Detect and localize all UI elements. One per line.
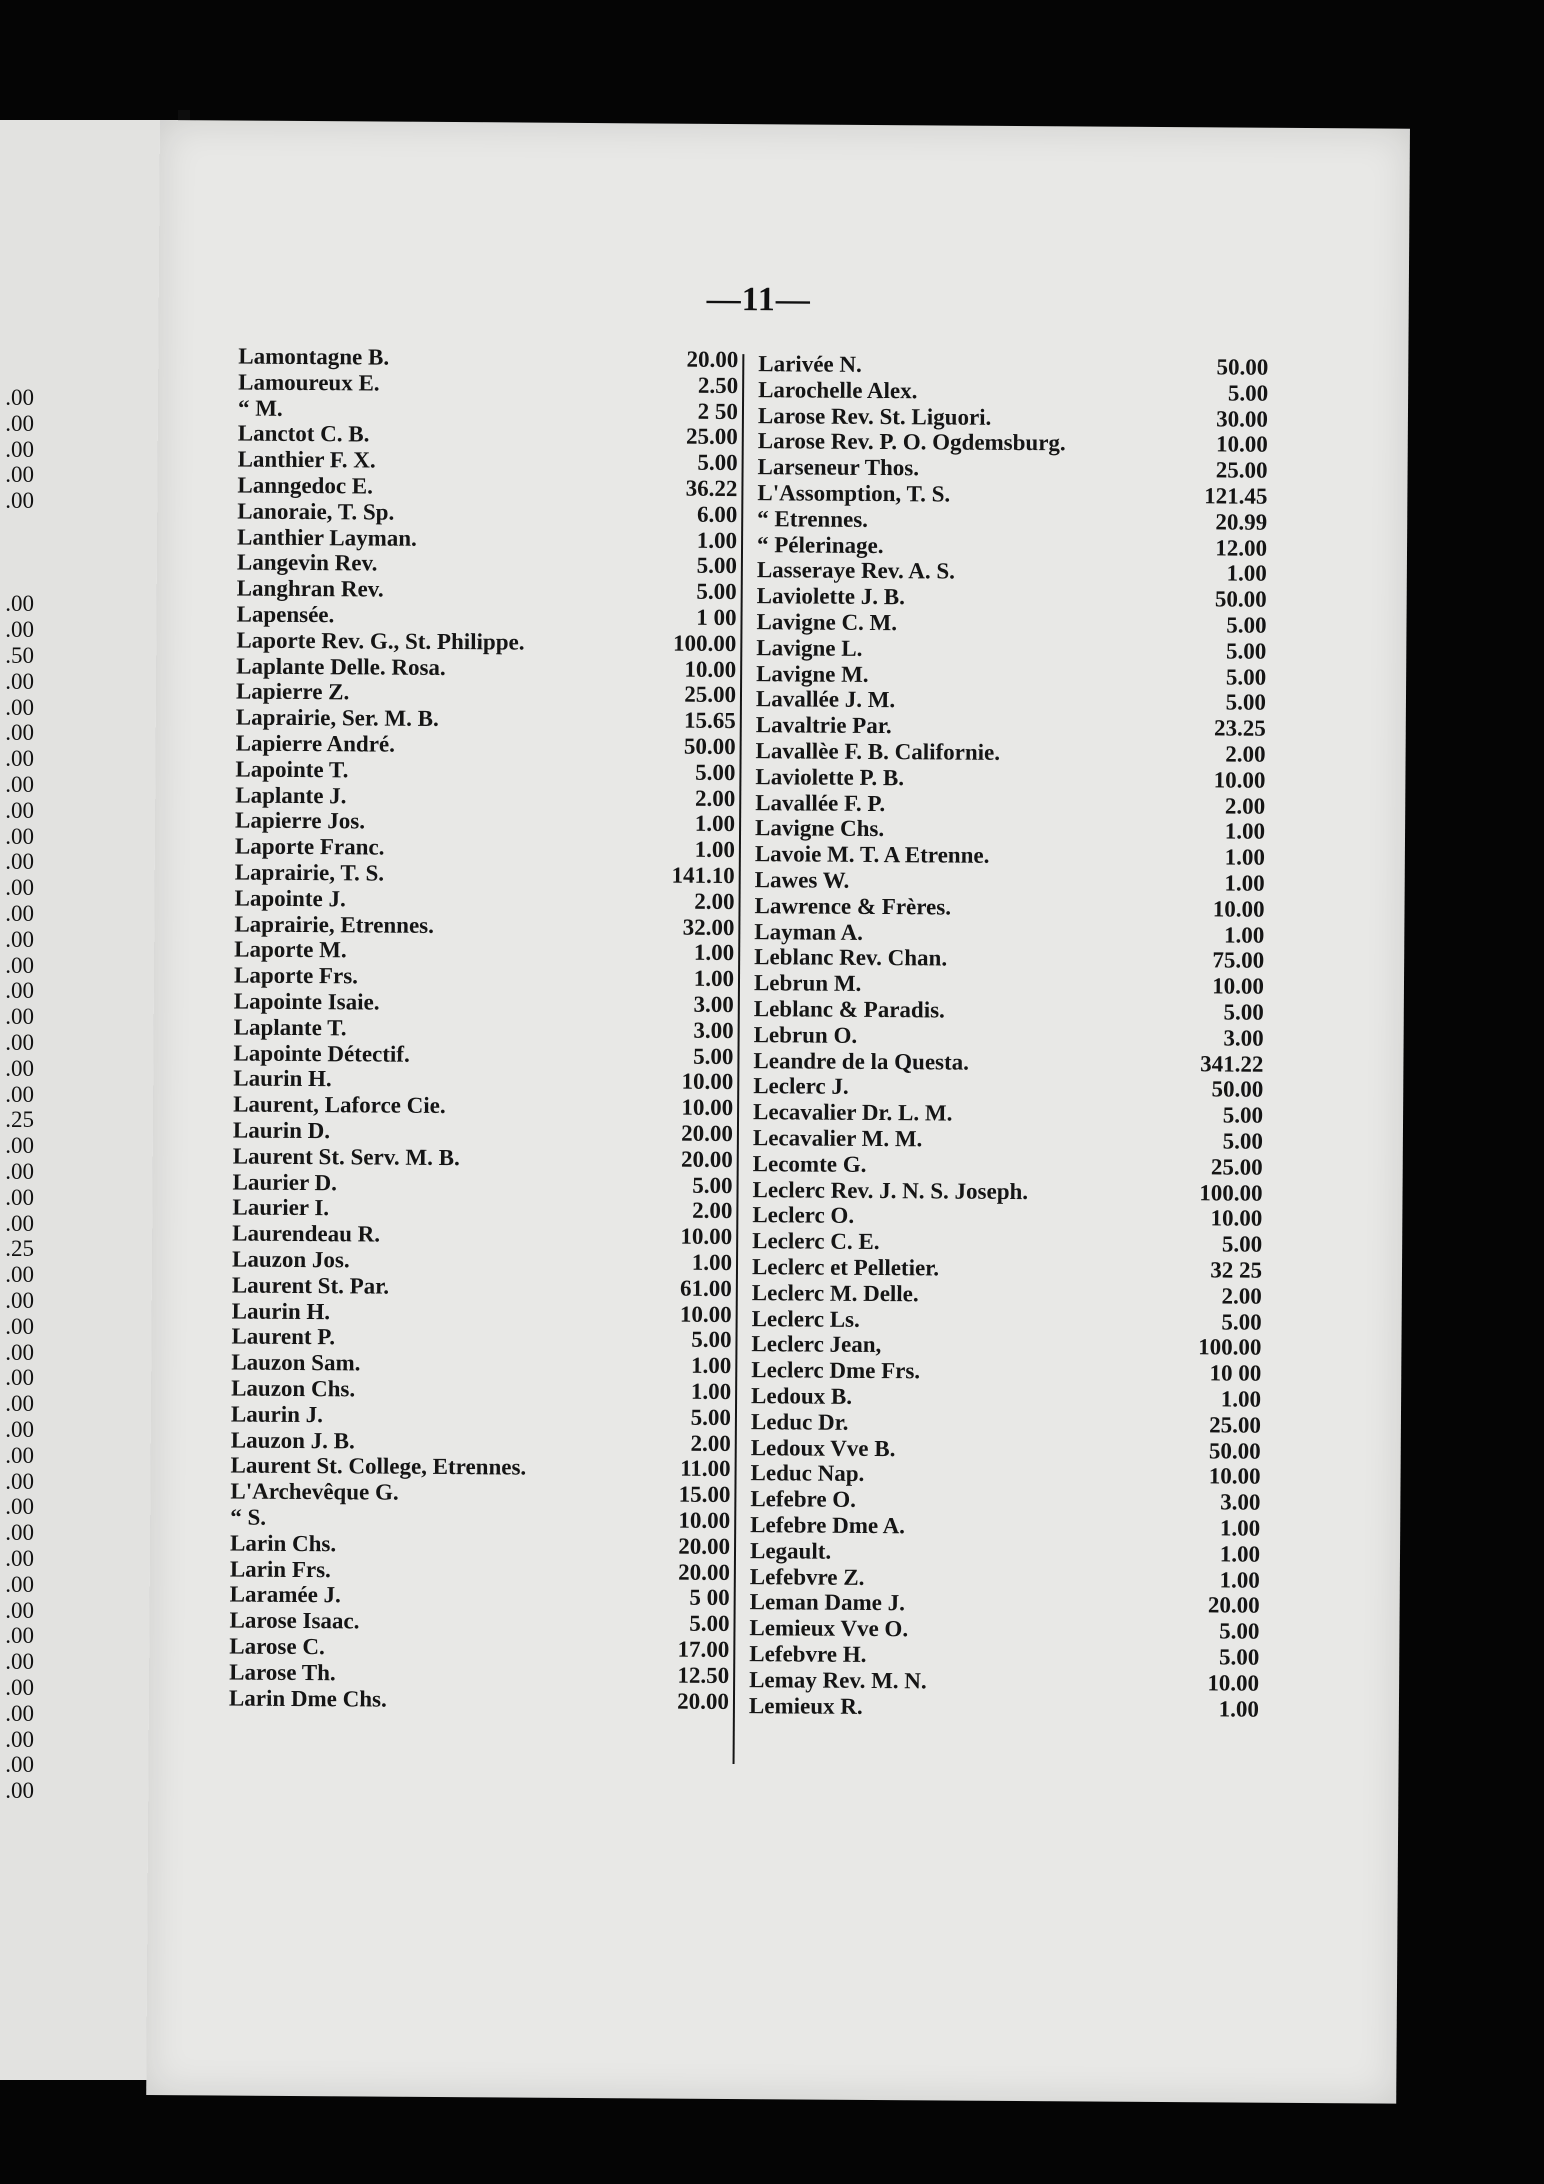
subscription-amount: 12.00 [1215,534,1268,561]
margin-amount: .00 [5,1055,34,1081]
subscription-amount: 5.00 [1221,1231,1263,1257]
page-number: —11— [706,280,811,319]
subscription-amount: 30.00 [1216,405,1269,432]
subscription-amount: 1.00 [693,940,735,966]
margin-amount: .25 [5,1107,34,1133]
subscription-amount: 10.00 [681,1069,734,1095]
subscriber-name: Lamontagne B. [238,343,390,370]
subscriber-name: Leclerc Rev. J. N. S. Joseph. [752,1176,1029,1204]
subscription-amount: 11.00 [680,1456,731,1482]
subscriber-name: Laurier I. [232,1194,330,1221]
margin-amount: .00 [5,1365,34,1391]
subscriber-name: Lecomte G. [752,1150,867,1177]
subscriber-name: Laporte Franc. [234,833,385,860]
subscriber-name: Larin Frs. [229,1556,331,1582]
subscriber-name: Lanctot C. B. [237,420,370,447]
subscription-amount: 2.00 [1225,741,1266,767]
subscription-amount: 10.00 [1207,1670,1260,1696]
subscription-amount: 5.00 [697,449,738,476]
margin-amount: .00 [5,797,34,823]
margin-amount: .00 [5,1520,34,1546]
subscription-amount: 2.50 [697,372,739,398]
subscriber-name: L'Assomption, T. S. [757,480,951,507]
subscription-amount: 100.00 [1198,1334,1262,1361]
subscription-amount: 10.00 [1210,1205,1263,1232]
subscriber-name: Ledoux Vve B. [750,1434,896,1461]
subscription-amount: 2.00 [694,888,735,914]
subscription-amount: 1.00 [1219,1567,1260,1593]
subscriber-name: “ Etrennes. [757,505,869,532]
subscriber-name: Lasseraye Rev. A. S. [756,557,956,584]
subscriber-name: Laviolette J. B. [756,583,905,610]
subscriber-name: Larin Chs. [229,1530,337,1557]
subscriber-name: Lavoie M. T. A Etrenne. [754,841,990,868]
subscription-amount: 20.00 [681,1120,734,1147]
subscription-amount: 20.00 [1207,1592,1260,1619]
subscriber-name: Larochelle Alex. [758,376,918,404]
subscription-amount: 3.00 [693,991,734,1018]
subscription-amount: 20.00 [678,1533,731,1559]
subscription-amount: 75.00 [1212,947,1265,974]
subscriber-name: Lapierre André. [235,730,396,757]
subscription-amount: 10.00 [681,1094,734,1121]
subscription-amount: 1.00 [1219,1541,1261,1567]
subscription-amount: 25.00 [684,682,737,708]
subscriber-name: Langevin Rev. [236,549,378,576]
subscriber-name: Lavigne C. M. [756,609,898,636]
margin-amount: .00 [5,1133,34,1159]
subscription-amount: 3.00 [1223,1025,1264,1051]
subscriber-name: Laurier D. [232,1169,338,1195]
subscriber-name: Lavigne L. [756,634,863,661]
subscription-amount: 50.00 [1211,1076,1264,1103]
subscriber-name: Larose Rev. St. Liguori. [757,402,992,430]
subscription-amount: 5.00 [691,1327,732,1353]
subscription-amount: 1.00 [690,1378,732,1405]
subscription-amount: 15.00 [678,1481,731,1508]
margin-amount: .00 [5,1649,34,1675]
subscription-amount: 1.00 [1224,870,1265,896]
margin-amount: .50 [5,643,34,668]
subscriber-name: Leclerc M. Delle. [751,1279,919,1307]
subscriber-name: Leduc Nap. [750,1460,865,1487]
subscription-amount: 10.00 [1213,767,1266,793]
subscriber-name: L'Archevêque G. [230,1478,399,1505]
subscription-amount: 6.00 [696,501,738,527]
subscriber-name: Laporte M. [234,936,347,963]
margin-amount: .00 [5,617,34,643]
margin-amount: .00 [5,410,34,436]
subscription-amount: 5.00 [696,578,737,605]
subscriber-name: Leclerc Ls. [751,1305,860,1332]
subscriber-name: Larose Th. [229,1659,336,1686]
subscriber-name: Lapierre Z. [235,678,350,705]
subscriber-name: Lawrence & Frères. [754,892,952,920]
margin-amount: .00 [5,1726,34,1752]
subscriber-name: Lapointe J. [234,885,346,912]
subscriber-name: Lanthier Layman. [237,524,417,551]
subscriber-name: Lamoureux E. [238,369,380,396]
subscriber-name: Larin Dme Chs. [228,1685,387,1712]
subscriber-name: Laprairie, Etrennes. [234,911,435,938]
margin-amount: .00 [5,1468,34,1494]
subscriber-name: Laramée J. [229,1581,341,1608]
margin-amount: .00 [5,1159,34,1184]
margin-amount: .00 [5,849,34,875]
subscriber-name: Lauzon Jos. [231,1246,350,1273]
subscription-amount: 1 00 [696,604,737,631]
subscriber-name: Lefebvre Z. [749,1563,865,1590]
subscription-amount: 50.00 [1214,586,1267,612]
subscription-amount: 5.00 [696,553,737,579]
subscriber-name: Lapointe T. [235,756,349,783]
subscriber-name: Legault. [749,1537,832,1564]
subscription-amount: 5.00 [1222,1102,1264,1128]
margin-amount: .00 [5,1597,34,1623]
subscription-amount: 2.00 [692,1198,733,1224]
subscriber-name: Leclerc Jean, [751,1331,882,1358]
subscription-amount: 10.00 [1212,973,1265,999]
subscriber-name: Laplante T. [233,1014,347,1041]
subscriber-name: “ S. [230,1504,267,1530]
subscription-amount: 10.00 [680,1223,733,1250]
subscription-amount: 20.00 [677,1688,730,1714]
margin-amount: .00 [5,1004,34,1030]
subscriber-name: Lemay Rev. M. N. [749,1666,927,1694]
subscriber-name: Leclerc O. [752,1202,855,1229]
subscription-amount: 5.00 [1218,1644,1260,1670]
subscriber-name: Lavigne M. [756,660,869,687]
margin-amount: .00 [5,436,34,462]
subscriber-name: Laprairie, T. S. [234,859,385,886]
subscriber-name: Langhran Rev. [236,575,384,602]
subscriber-name: Lebrun M. [753,970,862,997]
subscription-amount: 100.00 [1199,1179,1263,1206]
subscription-amount: 2.00 [690,1430,731,1456]
subscription-amount: 5.00 [1225,664,1267,690]
margin-amount: .00 [5,1752,34,1778]
subscriber-name: Lecavalier M. M. [752,1125,923,1152]
subscription-amount: 1.00 [690,1352,732,1379]
subscriber-name: Lanoraie, T. Sp. [237,498,395,525]
subscription-amount: 5.00 [1221,1309,1262,1335]
subscription-amount: 5.00 [1219,1618,1260,1644]
subscriber-name: Leblanc Rev. Chan. [754,944,948,971]
subscriber-name: Laurent P. [231,1323,336,1350]
subscription-amount: 20.00 [680,1146,733,1172]
subscriber-name: Larseneur Thos. [757,454,920,481]
subscription-amount: 25.00 [1210,1154,1263,1180]
margin-amount: .00 [5,823,34,849]
subscriber-name: Larose C. [229,1633,325,1660]
subscription-amount: 10.00 [1208,1463,1261,1490]
subscription-amount: 5.00 [693,1043,734,1069]
subscription-amount: 3.00 [1220,1489,1261,1515]
subscription-amount: 5 00 [689,1585,730,1611]
subscriber-name: Lavigne Chs. [754,815,885,842]
subscriber-name: Lavallèe F. B. Californie. [755,738,1001,765]
margin-amount: .00 [5,1571,34,1597]
subscriber-name: Leduc Dr. [750,1408,849,1435]
subscription-amount: 2.00 [1224,793,1266,819]
subscriber-name: Lapensée. [236,601,335,628]
margin-amount: .00 [5,694,34,720]
subscriber-name: Laporte Rev. G., St. Philippe. [236,627,525,655]
subscriber-name: Laurent St. Serv. M. B. [232,1143,460,1170]
subscription-amount: 5.00 [1225,689,1267,716]
subscriber-name: Lefebre O. [750,1486,857,1513]
subscriber-name: Laurin H. [233,1065,332,1092]
subscriber-name: Laviolette P. B. [755,763,905,791]
margin-amount: .00 [5,1030,34,1055]
subscriber-name: Laurin J. [230,1401,324,1427]
subscription-amount: 5.00 [695,759,736,785]
subscription-amount: 10.00 [684,656,737,682]
subscriber-name: Lecavalier Dr. L. M. [753,1099,953,1126]
subscriber-name: Lemieux Vve O. [749,1615,909,1642]
margin-amount: .00 [5,1339,34,1365]
subscription-amount: 50.00 [1216,354,1269,380]
subscription-amount: 25.00 [685,424,738,450]
subscriber-name: Lanthier F. X. [237,446,376,473]
subscription-amount: 100.00 [673,630,737,656]
subscriber-name: Laurent, Laforce Cie. [233,1091,446,1119]
subscriber-name: Larose Rev. P. O. Ogdemsburg. [757,428,1066,456]
subscription-amount: 25.00 [1215,457,1268,483]
subscription-amount: 50.00 [1208,1437,1261,1464]
subscriber-name: Laplante Delle. Rosa. [236,653,446,680]
margin-amount: .00 [5,875,34,901]
subscriber-name: Layman A. [754,918,864,945]
subscription-amount: 121.45 [1204,483,1268,509]
subscriber-name: Leman Dame J. [749,1589,905,1616]
subscriber-name: Lauzon Chs. [231,1375,356,1402]
margin-amount: .00 [5,1546,34,1571]
subscription-amount: 61.00 [680,1275,732,1301]
subscriber-name: Lauzon J. B. [230,1427,355,1453]
subscription-amount: 10.00 [1212,896,1265,922]
subscription-amount: 10.00 [678,1507,731,1534]
subscription-amount: 20.99 [1215,509,1268,535]
margin-amount: .00 [5,952,34,978]
subscriber-name: Lemieux R. [748,1692,863,1719]
subscriber-name: Lapointe Détectif. [233,1040,410,1067]
margin-amount: .00 [5,1442,34,1468]
subscriber-name: Lavallée F. P. [755,789,886,816]
subscriber-name: Laurin D. [232,1117,331,1144]
subscriber-name: Laplante J. [235,782,347,808]
subscription-amount: 23.25 [1213,715,1266,741]
margin-amount: .00 [5,1313,34,1339]
margin-amount: .00 [5,926,34,952]
margin-amount: .00 [5,978,34,1004]
subscription-amount: 5.00 [692,1172,733,1198]
subscription-amount: 32 25 [1210,1257,1263,1283]
margin-amount: .00 [5,1494,34,1520]
subscription-amount: 2.00 [1221,1283,1262,1309]
subscription-amount: 5.00 [1225,638,1267,664]
margin-amount: .00 [5,1081,34,1107]
subscription-amount: 2 50 [697,398,739,424]
margin-amount: .00 [5,1417,34,1442]
margin-amount: .25 [5,1236,34,1262]
subscription-amount: 1.00 [1218,1696,1260,1722]
margin-amount: .00 [5,1288,34,1313]
margin-amount: .00 [5,488,34,514]
subscription-amount: 3.00 [693,1017,734,1043]
margin-amount: .00 [5,1700,34,1726]
subscriber-name: Leclerc C. E. [752,1228,880,1255]
margin-amount: .00 [5,668,34,694]
subscriber-name: “ M. [237,395,283,421]
margin-amount: .00 [5,1778,34,1804]
subscription-amount: 10 00 [1209,1360,1262,1386]
subscription-amount: 5.00 [1226,612,1267,638]
subscription-amount: 5.00 [1227,380,1269,406]
subscription-amount: 20.00 [678,1559,730,1585]
margin-amount: .00 [5,901,34,926]
subscriber-name: Lavallée J. M. [755,686,896,713]
subscription-amount: 5.00 [689,1610,730,1637]
subscription-amount: 25.00 [1209,1412,1262,1438]
margin-amount: .00 [5,720,34,746]
subscription-amount: 1.00 [1224,844,1265,870]
subscription-amount: 2.00 [694,785,736,811]
subscriber-name: Lefebvre H. [749,1641,867,1667]
subscriber-name: “ Pélerinage. [756,531,884,558]
subscriber-name: Laurent St. Par. [231,1272,390,1299]
margin-amount: .00 [5,1675,34,1700]
subscription-amount: 1.00 [693,965,735,992]
subscription-amount: 50.00 [683,733,736,760]
subscriber-name: Leclerc Dme Frs. [751,1357,921,1384]
subscription-amount: 1.00 [694,836,736,863]
subscription-amount: 5.00 [1223,999,1264,1025]
subscription-amount: 12.50 [677,1662,730,1688]
subscription-amount: 1.00 [696,527,738,553]
subscriber-name: Laurent St. College, Etrennes. [230,1452,527,1480]
subscriber-name: Leclerc et Pelletier. [751,1254,940,1281]
subscription-amount: 20.00 [686,346,739,373]
subscriber-name: Lauzon Sam. [231,1349,361,1376]
subscription-amount: 10.00 [679,1301,732,1327]
subscription-amount: 1.00 [694,811,736,837]
subscription-amount: 1.00 [691,1249,733,1276]
subscriber-name: Lawes W. [754,867,850,893]
subscription-amount: 1.00 [1219,1515,1261,1541]
subscription-amount: 17.00 [677,1636,730,1663]
subscriber-name: Leblanc & Paradis. [753,996,945,1023]
margin-amount: .00 [5,385,34,410]
margin-amount: .00 [5,1391,34,1417]
subscriber-name: Lapierre Jos. [235,807,366,834]
subscriber-name: Leclerc J. [753,1073,849,1100]
margin-amount: .00 [5,746,34,772]
subscriber-name: Lavaltrie Par. [755,712,892,739]
subscription-amount: 15.65 [683,707,736,734]
margin-amount: .00 [5,1184,34,1210]
subscriber-name: Lanngedoc E. [237,472,374,499]
subscription-amount: 10.00 [1215,431,1268,458]
right-page [146,120,1410,2104]
subscriber-name: Laporte Frs. [233,962,359,989]
subscriber-name: Lefebre Dme A. [750,1512,906,1539]
subscriber-name: Leandre de la Questa. [753,1047,970,1075]
subscription-amount: 341.22 [1200,1050,1264,1077]
subscription-amount: 1.00 [1226,560,1267,587]
subscriber-name: Larivée N. [758,351,862,377]
subscription-amount: 36.22 [685,475,738,502]
subscriber-name: Lapointe Isaie. [233,988,380,1015]
margin-amount: .00 [5,1623,34,1649]
subscription-amount: 5.00 [690,1404,732,1430]
margin-amount: .00 [5,772,34,797]
subscription-amount: 5.00 [1222,1128,1263,1154]
margin-amount: .00 [5,591,34,617]
subscription-amount: 1.00 [1220,1386,1262,1412]
subscriber-name: Laurin H. [231,1298,331,1324]
subscription-amount: 141.10 [671,862,735,889]
subscriber-name: Laprairie, Ser. M. B. [235,704,439,732]
subscriber-name: Laurendeau R. [232,1220,381,1247]
margin-amount: .00 [5,1262,34,1288]
subscriber-name: Ledoux B. [751,1383,853,1409]
margin-amount: .00 [5,462,34,488]
subscription-amount: 1.00 [1224,818,1266,845]
subscriber-name: Lebrun O. [753,1021,858,1048]
subscriber-name: Larose Isaac. [229,1607,360,1634]
subscription-amount: 32.00 [682,914,735,940]
margin-amount: .00 [5,1210,34,1236]
subscription-amount: 1.00 [1224,922,1265,948]
